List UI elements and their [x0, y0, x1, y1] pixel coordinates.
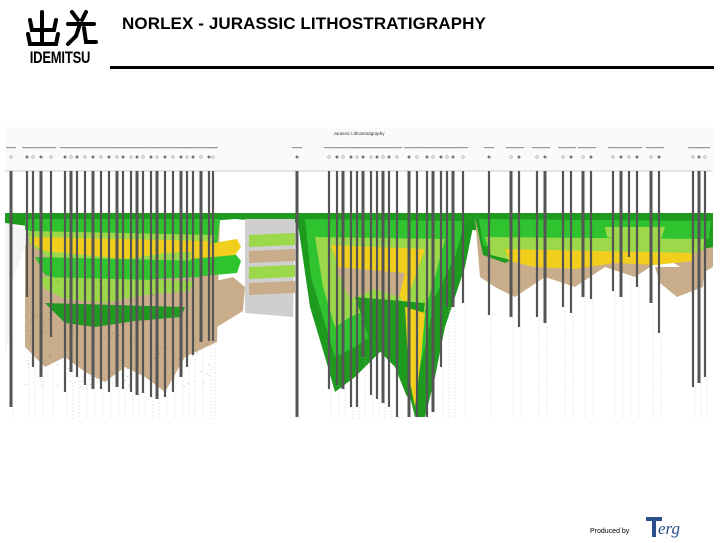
sand-dot: [26, 316, 27, 317]
sand-dot: [174, 377, 175, 378]
well-label-mark: [514, 147, 524, 148]
well-symbol-icon: [452, 156, 455, 159]
well-symbol-icon: [426, 156, 429, 159]
sand-dot: [60, 349, 61, 350]
sand-dot: [209, 375, 210, 376]
sand-dot: [169, 300, 170, 301]
well-label-mark: [566, 147, 576, 148]
sand-dot: [56, 277, 57, 278]
sand-dot: [30, 343, 31, 344]
sand-dot: [104, 301, 105, 302]
sand-dot: [68, 296, 69, 297]
sand-dot: [113, 294, 114, 295]
sand-dot: [113, 386, 114, 387]
sand-dot: [48, 326, 49, 327]
well-label-mark: [292, 147, 302, 148]
sand-dot: [54, 362, 55, 363]
sand-dot: [46, 313, 47, 314]
sand-dot: [127, 282, 128, 283]
sand-dot: [159, 278, 160, 279]
sand-dot: [192, 356, 193, 357]
sand-dot: [47, 303, 48, 304]
sand-dot: [138, 320, 139, 321]
page-title: NORLEX - JURASSIC LITHOSTRATIGRAPHY: [122, 14, 486, 33]
sand-dot: [89, 379, 90, 380]
sand-dot: [119, 303, 120, 304]
sand-dot: [26, 360, 27, 361]
sand-dot: [110, 287, 111, 288]
well-symbol-icon: [92, 156, 95, 159]
sand-dot: [196, 288, 197, 289]
sand-dot: [205, 277, 206, 278]
sand-dot: [79, 363, 80, 364]
sand-dot: [170, 286, 171, 287]
sand-dot: [83, 376, 84, 377]
sand-dot: [203, 383, 204, 384]
well-symbol-icon: [518, 156, 521, 159]
sand-dot: [207, 333, 208, 334]
sand-dot: [27, 304, 28, 305]
sand-dot: [34, 317, 35, 318]
sand-dot: [141, 319, 142, 320]
well-symbol-icon: [150, 156, 153, 159]
sand-dot: [25, 330, 26, 331]
sand-dot: [34, 315, 35, 316]
idemitsu-kanji-icon: [24, 8, 98, 48]
well-label-mark: [36, 147, 46, 148]
sand-dot: [120, 325, 121, 326]
sand-dot: [119, 282, 120, 283]
produced-by-label: Produced by: [590, 528, 630, 535]
sand-dot: [90, 354, 91, 355]
sand-dot: [73, 329, 74, 330]
sand-dot: [75, 382, 76, 383]
sand-dot: [104, 337, 105, 338]
well-symbol-icon: [208, 156, 211, 159]
sand-dot: [111, 338, 112, 339]
sand-dot: [70, 374, 71, 375]
sand-dot: [36, 358, 37, 359]
well-label-mark: [392, 147, 402, 148]
sand-dot: [48, 320, 49, 321]
sand-dot: [50, 356, 51, 357]
well-label-mark: [208, 147, 218, 148]
well-symbol-icon: [362, 156, 365, 159]
sand-dot: [125, 380, 126, 381]
well-symbol-icon: [570, 156, 573, 159]
well-symbol-icon: [192, 156, 195, 159]
well-symbol-icon: [658, 156, 661, 159]
sand-dot: [107, 350, 108, 351]
sand-dot: [57, 385, 58, 386]
sand-dot: [110, 372, 111, 373]
sand-dot: [28, 363, 29, 364]
sand-dot: [45, 331, 46, 332]
sand-dot: [161, 347, 162, 348]
sand-dot: [177, 322, 178, 323]
well-label-mark: [448, 147, 458, 148]
well-label-mark: [6, 147, 16, 148]
sand-dot: [50, 355, 51, 356]
well-label-mark: [540, 147, 550, 148]
well-label-mark: [586, 147, 596, 148]
sand-dot: [169, 284, 170, 285]
erg-logo-stem-icon: [652, 517, 656, 537]
sand-dot: [145, 368, 146, 369]
sand-dot: [48, 312, 49, 313]
well-symbol-icon: [376, 156, 379, 159]
well-label-mark: [412, 147, 422, 148]
sand-dot: [127, 376, 128, 377]
sand-dot: [98, 304, 99, 305]
sand-dot: [28, 297, 29, 298]
sand-dot: [96, 378, 97, 379]
sand-dot: [112, 383, 113, 384]
sand-dot: [88, 314, 89, 315]
well-symbol-icon: [544, 156, 547, 159]
sand-dot: [195, 339, 196, 340]
sand-dot: [114, 303, 115, 304]
sand-dot: [133, 342, 134, 343]
well-label-mark: [458, 147, 468, 148]
sand-dot: [145, 320, 146, 321]
well-symbol-icon: [108, 156, 111, 159]
sand-dot: [149, 277, 150, 278]
sand-dot: [112, 277, 113, 278]
sand-dot: [90, 302, 91, 303]
sand-dot: [69, 358, 70, 359]
sand-dot: [208, 365, 209, 366]
sand-dot: [207, 344, 208, 345]
sand-dot: [99, 280, 100, 281]
well-symbol-icon: [64, 156, 67, 159]
well-label-mark: [700, 147, 710, 148]
sand-dot: [91, 384, 92, 385]
sand-dot: [63, 357, 64, 358]
sand-dot: [112, 372, 113, 373]
sand-dot: [166, 372, 167, 373]
sand-dot: [58, 282, 59, 283]
sand-dot: [127, 307, 128, 308]
sand-dot: [90, 346, 91, 347]
sand-dot: [127, 368, 128, 369]
sand-dot: [68, 309, 69, 310]
sand-dot: [53, 313, 54, 314]
well-label-mark: [654, 147, 664, 148]
sand-dot: [207, 373, 208, 374]
well-symbol-icon: [296, 156, 299, 159]
sand-dot: [119, 354, 120, 355]
sand-dot: [168, 378, 169, 379]
sand-dot: [97, 381, 98, 382]
sand-dot: [162, 312, 163, 313]
sand-dot: [37, 316, 38, 317]
section-title: Jurassic Lithostratigraphy: [333, 131, 385, 136]
sand-dot: [206, 297, 207, 298]
well-symbol-icon: [636, 156, 639, 159]
well-label-mark: [632, 147, 642, 148]
sand-dot: [176, 314, 177, 315]
logo-wordmark: IDEMITSU: [29, 48, 91, 67]
sand-dot: [29, 294, 30, 295]
sand-dot: [175, 292, 176, 293]
sand-dot: [129, 313, 130, 314]
sand-dot: [182, 385, 183, 386]
sand-dot: [185, 386, 186, 387]
sand-dot: [25, 384, 26, 385]
sand-dot: [57, 364, 58, 365]
sand-dot: [188, 383, 189, 384]
sand-dot: [63, 335, 64, 336]
sand-dot: [149, 320, 150, 321]
well-symbol-icon: [76, 156, 79, 159]
sand-dot: [48, 376, 49, 377]
sand-dot: [98, 364, 99, 365]
well-symbol-icon: [336, 156, 339, 159]
sand-dot: [141, 290, 142, 291]
well-label-mark: [484, 147, 494, 148]
sand-dot: [184, 287, 185, 288]
sand-dot: [206, 312, 207, 313]
sand-dot: [90, 323, 91, 324]
well-symbol-icon: [40, 156, 43, 159]
sand-dot: [189, 322, 190, 323]
well-symbol-icon: [164, 156, 167, 159]
sand-dot: [68, 368, 69, 369]
sand-dot: [40, 379, 41, 380]
well-symbol-icon: [180, 156, 183, 159]
sand-dot: [167, 363, 168, 364]
sand-dot: [169, 348, 170, 349]
sand-dot: [111, 373, 112, 374]
sand-dot: [133, 300, 134, 301]
sand-dot: [75, 303, 76, 304]
sand-dot: [139, 321, 140, 322]
sand-dot: [133, 377, 134, 378]
sand-dot: [167, 347, 168, 348]
well-symbol-icon: [26, 156, 29, 159]
well-symbol-icon: [122, 156, 125, 159]
sand-dot: [110, 325, 111, 326]
sand-dot: [144, 317, 145, 318]
sand-dot: [112, 333, 113, 334]
erg-logo: [646, 516, 694, 538]
sand-dot: [200, 345, 201, 346]
well-symbol-icon: [590, 156, 593, 159]
sand-dot: [193, 381, 194, 382]
sand-dot: [153, 295, 154, 296]
sand-dot: [106, 354, 107, 355]
well-symbol-icon: [388, 156, 391, 159]
well-symbol-icon: [136, 156, 139, 159]
well-symbol-icon: [440, 156, 443, 159]
sand-dot: [97, 287, 98, 288]
sand-dot: [42, 386, 43, 387]
stratigraphy-cross-section: [5, 127, 713, 420]
sand-dot: [205, 310, 206, 311]
sand-dot: [68, 346, 69, 347]
well-symbol-icon: [350, 156, 353, 159]
sand-dot: [185, 293, 186, 294]
sand-dot: [57, 281, 58, 282]
sand-dot: [175, 355, 176, 356]
idemitsu-logo: [18, 8, 102, 68]
sand-dot: [68, 339, 69, 340]
well-symbol-icon: [620, 156, 623, 159]
sand-dot: [154, 354, 155, 355]
sand-dot: [60, 310, 61, 311]
sand-dot: [179, 359, 180, 360]
well-symbol-icon: [698, 156, 701, 159]
sand-dot: [201, 371, 202, 372]
sand-dot: [82, 319, 83, 320]
sand-dot: [30, 331, 31, 332]
well-symbol-icon: [488, 156, 491, 159]
sand-dot: [125, 323, 126, 324]
sand-dot: [159, 353, 160, 354]
sand-dot: [119, 335, 120, 336]
sand-dot: [35, 305, 36, 306]
sand-dot: [197, 351, 198, 352]
sand-dot: [87, 280, 88, 281]
sand-dot: [44, 327, 45, 328]
sand-dot: [30, 339, 31, 340]
sand-dot: [152, 294, 153, 295]
well-symbol-icon: [408, 156, 411, 159]
sand-dot: [25, 326, 26, 327]
erg-logo-text: erg: [658, 519, 681, 538]
sand-dot: [81, 386, 82, 387]
sand-dot: [49, 357, 50, 358]
sand-dot: [70, 381, 71, 382]
sand-dot: [125, 335, 126, 336]
sand-dot: [86, 316, 87, 317]
sand-dot: [153, 309, 154, 310]
well-label-mark: [46, 147, 56, 148]
title-divider: [110, 66, 714, 69]
sand-dot: [128, 386, 129, 387]
sand-dot: [152, 308, 153, 309]
sand-dot: [110, 358, 111, 359]
sand-dot: [48, 364, 49, 365]
sand-dot: [195, 306, 196, 307]
sand-dot: [44, 322, 45, 323]
sand-dot: [197, 353, 198, 354]
sand-dot: [121, 360, 122, 361]
sand-dot: [113, 304, 114, 305]
sand-dot: [154, 348, 155, 349]
sand-dot: [81, 381, 82, 382]
